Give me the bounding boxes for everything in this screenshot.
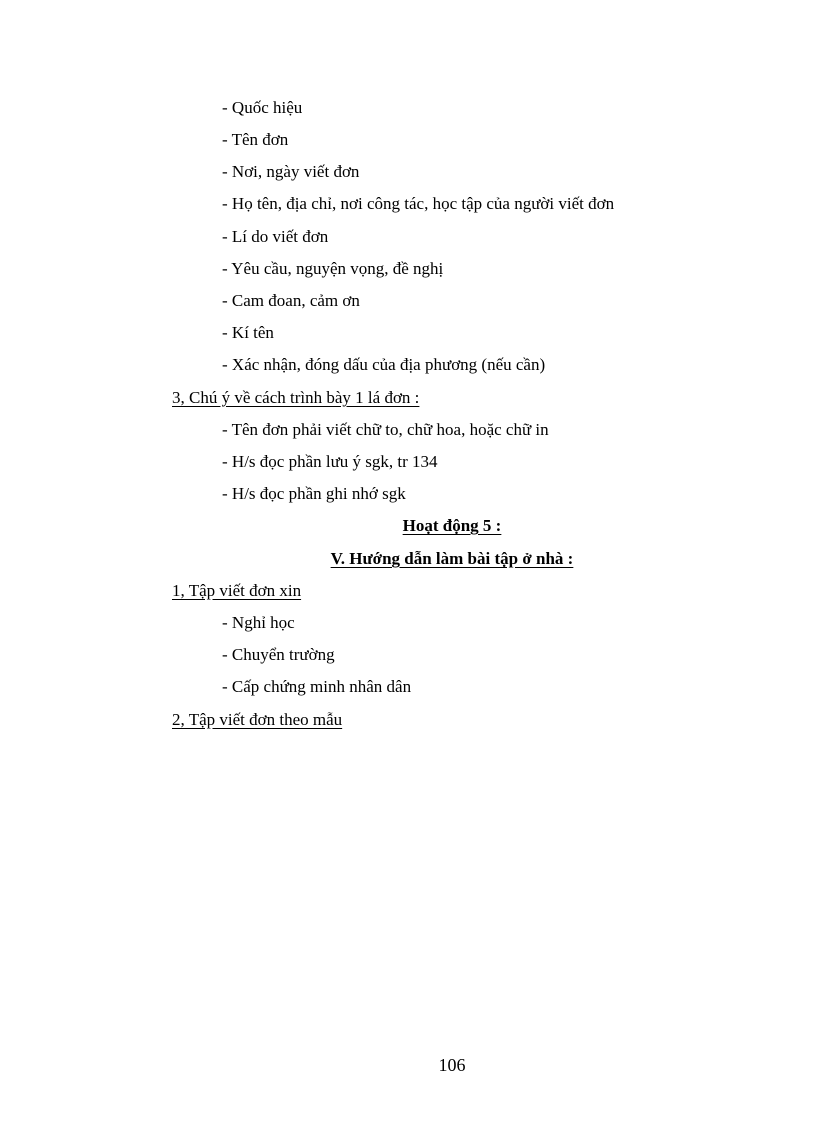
list-item: - Xác nhận, đóng dấu của địa phương (nếu cần) (222, 355, 546, 374)
list-item: - Kí tên (222, 323, 274, 342)
list-item: - Yêu cầu, nguyện vọng, đề nghị (222, 259, 444, 278)
list-item: - Nghỉ học (222, 613, 295, 632)
activity-title: Hoạt động 5 : (402, 516, 502, 535)
list-item: - Cam đoan, cảm ơn (222, 291, 360, 310)
list-item: - H/s đọc phần ghi nhớ sgk (222, 484, 406, 503)
list-item: - Lí do viết đơn (222, 227, 329, 246)
section-heading: 2, Tập viết đơn theo mẫu (172, 710, 343, 729)
list-item: - Tên đơn phải viết chữ to, chữ hoa, hoặc chữ in (222, 420, 549, 439)
list-item: - Quốc hiệu (222, 98, 303, 117)
list-item: - Cấp chứng minh nhân dân (222, 677, 412, 696)
list-item: - Tên đơn (222, 130, 289, 149)
list-item: - H/s đọc phần lưu ý sgk, tr 134 (222, 452, 438, 471)
section-heading: 1, Tập viết đơn xin (172, 581, 302, 600)
list-item: - Chuyển trường (222, 645, 335, 664)
list-item: - Nơi, ngày viết đơn (222, 162, 360, 181)
page-number: 106 (438, 1055, 466, 1075)
section-title: V. Hướng dẫn làm bài tập ở nhà : (330, 549, 574, 568)
list-item: - Họ tên, địa chỉ, nơi công tác, học tập của người viết đơn (222, 194, 615, 213)
section-heading: 3, Chú ý về cách trình bày 1 lá đơn : (172, 388, 420, 407)
